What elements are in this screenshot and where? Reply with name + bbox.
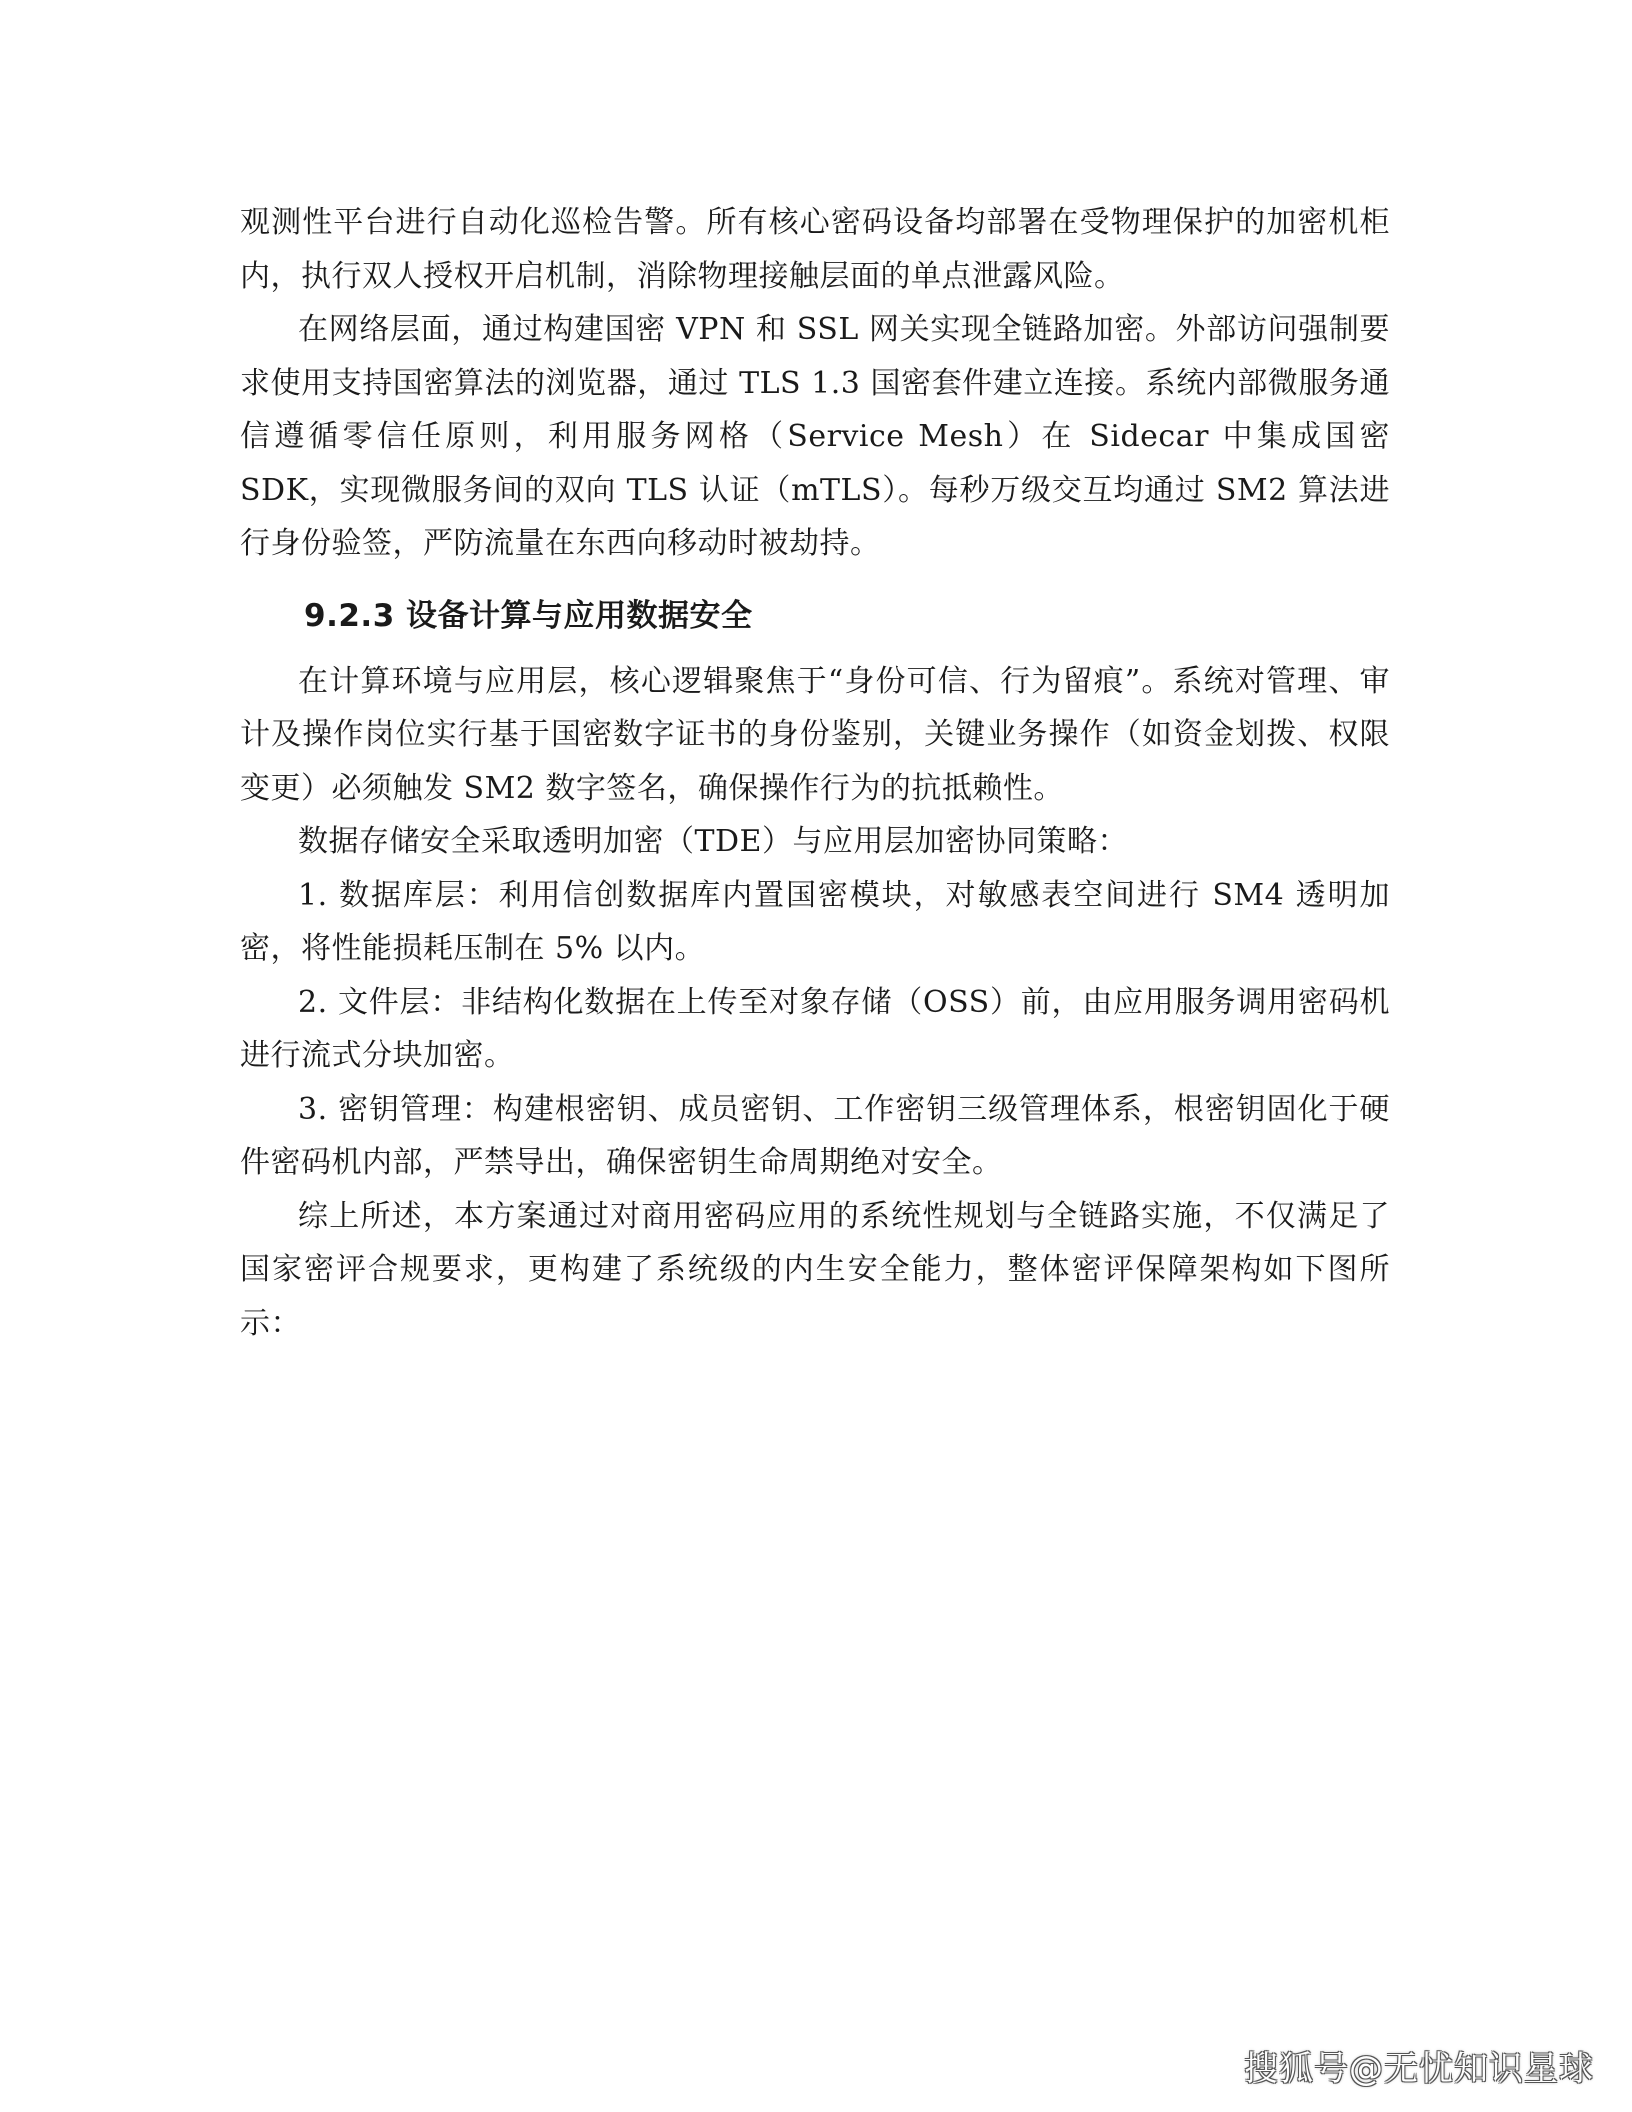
- list-item-file: 2. 文件层：非结构化数据在上传至对象存储（OSS）前，由应用服务调用密码机进行流式分块加密。: [240, 984, 1390, 1073]
- list-item-key-management: 3. 密钥管理：构建根密钥、成员密钥、工作密钥三级管理体系，根密钥固化于硬件密码机内部，严禁导出，确保密钥生命周期绝对安全。: [240, 1091, 1390, 1180]
- paragraph-compute-app: 在计算环境与应用层，核心逻辑聚焦于“身份可信、行为留痕”。系统对管理、审计及操作岗位实行基于国密数字证书的身份鉴别，关键业务操作（如资金划拨、权限变更）必须触发 SM2 数字签名，确保操作行为的抗抵赖性。: [240, 663, 1390, 806]
- paragraph-summary: 综上所述，本方案通过对商用密码应用的系统性规划与全链路实施，不仅满足了国家密评合规要求，更构建了系统级的内生安全能力，整体密评保障架构如下图所示：: [240, 1198, 1390, 1341]
- watermark: 搜狐号@无忧知识星球: [1244, 2049, 1594, 2089]
- document-body: [240, 196, 1390, 1350]
- section-heading: 9.2.3 设备计算与应用数据安全: [304, 597, 753, 634]
- list-item-database: 1. 数据库层：利用信创数据库内置国密模块，对敏感表空间进行 SM4 透明加密，将性能损耗压制在 5% 以内。: [240, 877, 1390, 966]
- paragraph-storage-strategy: 数据存储安全采取透明加密（TDE）与应用层加密协同策略：: [298, 824, 1128, 859]
- paragraph-network-security: 在网络层面，通过构建国密 VPN 和 SSL 网关实现全链路加密。外部访问强制要求使用支持国密算法的浏览器，通过 TLS 1.3 国密套件建立连接。系统内部微服务通信遵循零信任原则，利用服务网格（Service Mesh）在 Sidecar 中集成国密 SDK，实现微服务间的双向 TLS 认证（mTLS）。每秒万级交互均通过 SM2 算法进行身份验签，严防流量在东西向移动时被劫持。: [240, 312, 1390, 561]
- paragraph-physical-security: 观测性平台进行自动化巡检告警。所有核心密码设备均部署在受物理保护的加密机柜内，执行双人授权开启机制，消除物理接触层面的单点泄露风险。: [240, 205, 1390, 294]
